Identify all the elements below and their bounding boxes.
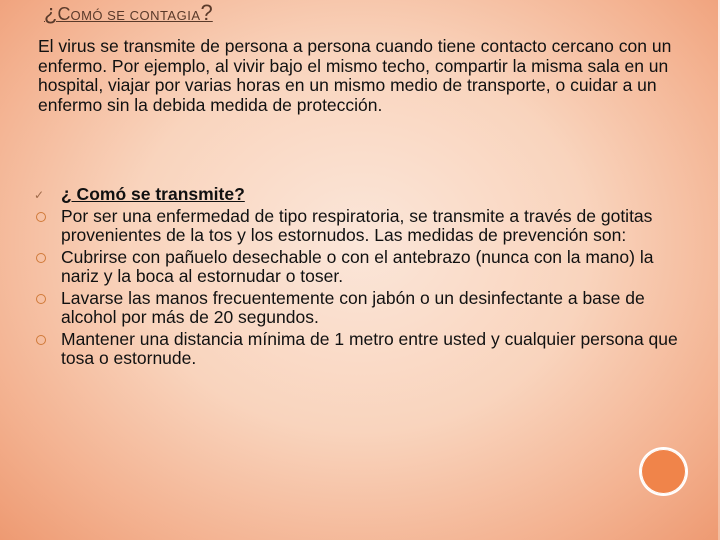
bullet-list: [34, 185, 684, 371]
list-item-text: Cubrirse con pañuelo desechable o con el antebrazo (nunca con la mano) la nariz y la boca al estornudar o toser.: [61, 246, 654, 286]
circle-bullet-icon: [36, 294, 46, 304]
decorative-orange-circle: [641, 449, 686, 494]
section-heading-item: [34, 185, 684, 205]
list-item-text: Lavarse las manos frecuentemente con jabón o un desinfectante a base de alcohol por más de 20 segundos.: [61, 287, 645, 327]
list-item: [34, 248, 684, 287]
list-item: [34, 330, 684, 369]
title-close-mark: ?: [200, 0, 213, 25]
slide-title: [44, 0, 213, 28]
list-item-text: Mantener una distancia mínima de 1 metro entre usted y cualquier persona que tosa o estornude.: [61, 328, 678, 368]
title-open-mark: ¿: [44, 0, 58, 25]
list-item-text: Por ser una enfermedad de tipo respiratoria, se transmite a través de gotitas provenientes de la tos y los estornudos. Las medidas de prevención son:: [61, 205, 653, 245]
circle-bullet-icon: [36, 335, 46, 345]
list-item: [34, 207, 684, 246]
intro-paragraph: El virus se transmite de persona a persona cuando tiene contacto cercano con un enfermo. Por ejemplo, al vivir bajo el mismo techo, compartir la misma sala en un hospital, viajar por varias horas en un mismo medio de transporte, o cuidar a un enfermo sin la debida medida de protección.: [38, 36, 672, 115]
circle-bullet-icon: [36, 212, 46, 222]
title-initial: C: [57, 4, 71, 24]
checkmark-icon: ✓: [34, 188, 45, 202]
section-heading: ¿ Comó se transmite?: [61, 184, 245, 204]
list-item: [34, 289, 684, 328]
title-rest: OMÓ SE CONTAGIA: [70, 8, 201, 23]
circle-bullet-icon: [36, 253, 46, 263]
